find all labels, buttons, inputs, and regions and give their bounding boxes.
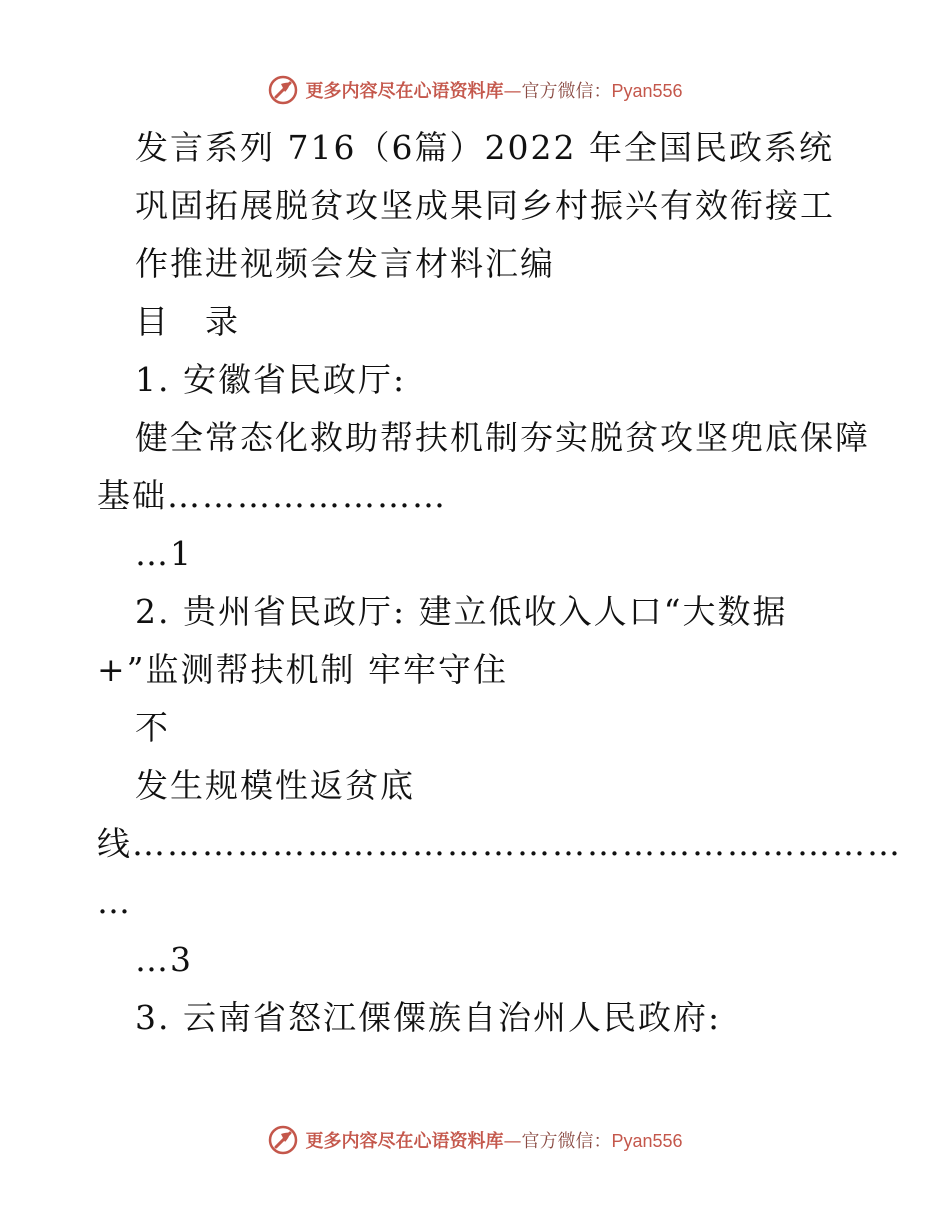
footer-dash: — [503,1131,522,1152]
toc-entry-2-line-2: +”监测帮扶机制 牢牢守住 [97,650,509,689]
toc-heading: 目 录 [135,302,240,341]
toc-entry-2-line-5: 线………………………………………………………… [97,824,902,863]
toc-entry-1-line-2: 健全常态化救助帮扶机制夯实脱贫攻坚兜底保障 [135,418,870,457]
header-wechat-id: Pyan556 [611,81,683,101]
toc-entry-1-line-3: 基础…………………… [97,476,447,515]
header-wechat-label: 官方微信： [521,81,612,102]
header-banner-text [305,77,682,103]
feather-logo-icon [267,74,299,106]
toc-entry-3-title: 3. 云南省怒江傈僳族自治州人民政府: [135,998,722,1037]
toc-entry-2-line-4: 发生规模性返贫底 [135,766,415,805]
header-dash: — [503,81,522,102]
footer-banner-text [305,1127,682,1153]
title-line-2: 巩固拓展脱贫攻坚成果同乡村振兴有效衔接工 [135,186,835,225]
title-line-3: 作推进视频会发言材料汇编 [135,244,555,283]
footer-wechat-label: 官方微信： [521,1131,612,1152]
header-banner [0,70,950,110]
toc-entry-2-page: …3 [135,940,193,979]
toc-entry-2-title: 2. 贵州省民政厅: 建立低收入人口“大数据 [135,592,788,631]
header-site-text: 更多内容尽在心语资料库 [305,81,504,102]
footer-site-text: 更多内容尽在心语资料库 [305,1131,504,1152]
toc-entry-1-title: 1. 安徽省民政厅: [135,360,407,399]
feather-logo-icon [267,1124,299,1156]
toc-entry-1-page: …1 [135,534,193,573]
toc-entry-2-line-6: … [97,882,132,921]
footer-banner [0,1120,950,1160]
footer-wechat-id: Pyan556 [611,1131,683,1151]
toc-entry-2-line-3: 不 [135,708,170,747]
title-line-1: 发言系列 716（6篇）2022 年全国民政系统 [135,128,834,167]
